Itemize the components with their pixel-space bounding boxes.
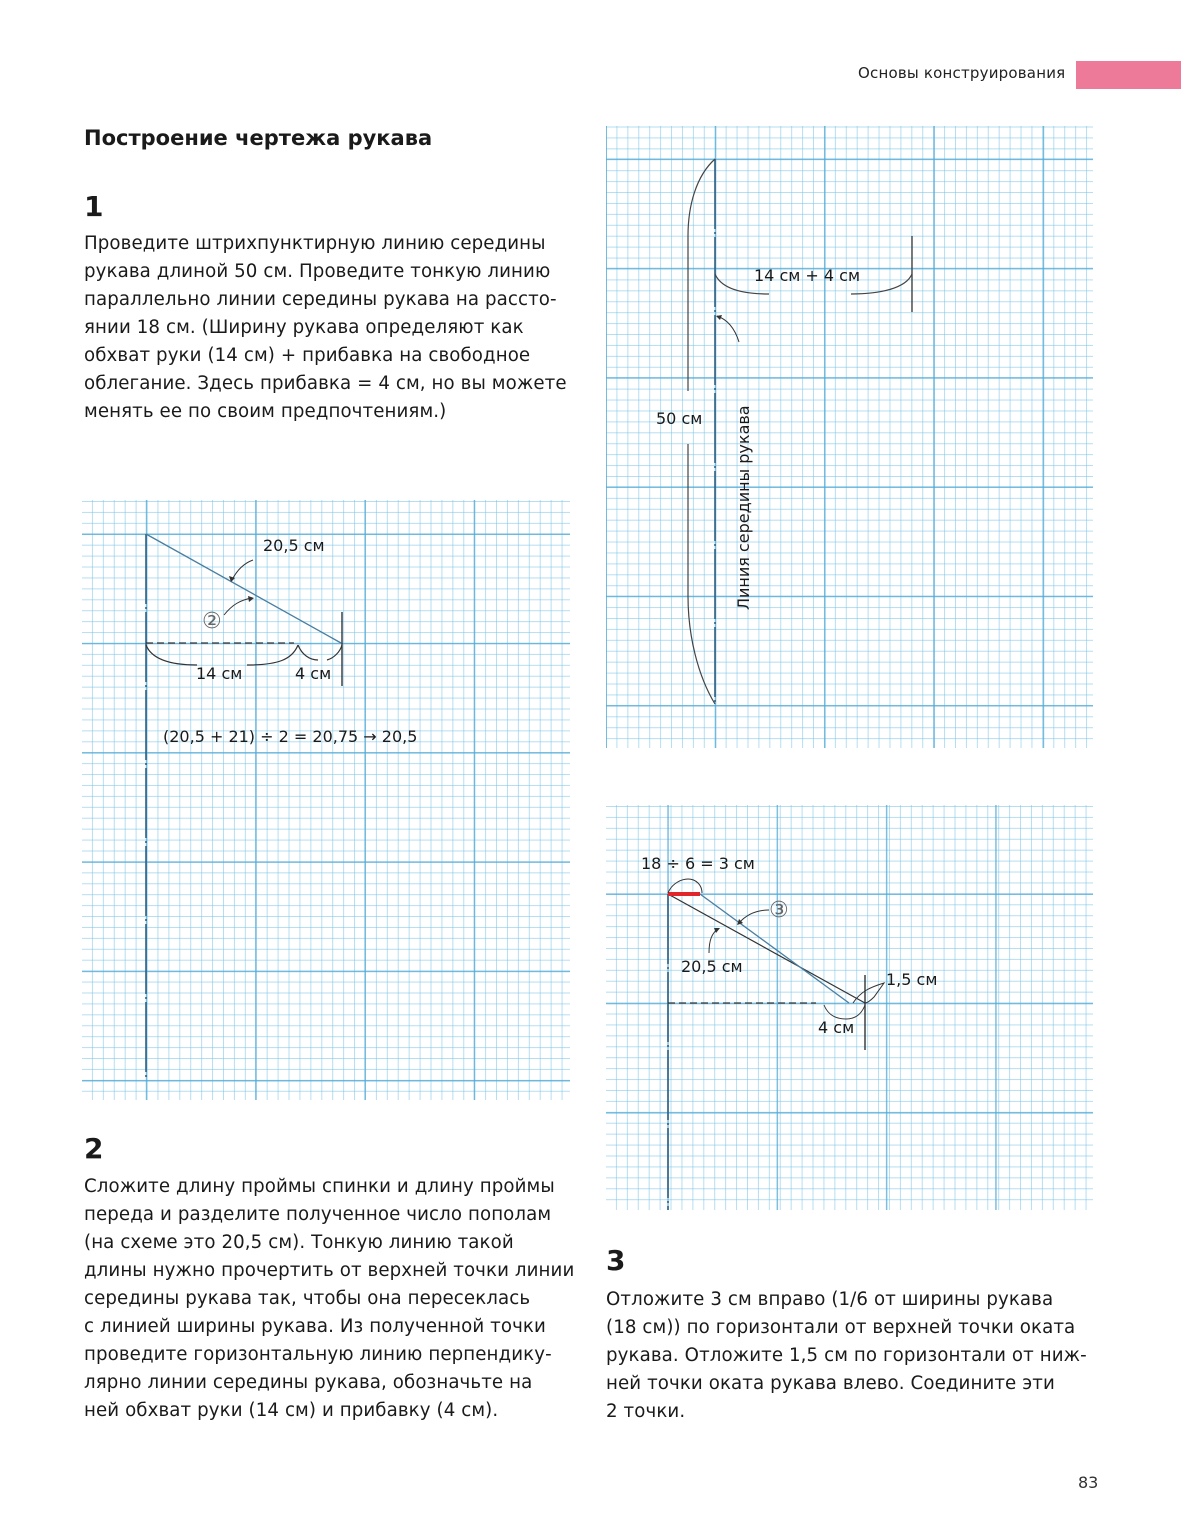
step-3-drawing bbox=[606, 805, 1093, 1210]
text-line: параллельно линии середины рукава на рассто- bbox=[84, 289, 557, 310]
step-3-text bbox=[606, 1286, 1087, 1426]
step-1-diagram bbox=[606, 126, 1093, 748]
center-line-label: Линия середины рукава bbox=[734, 405, 753, 610]
text-line: Проведите штрихпунктирную линию середины bbox=[84, 233, 546, 254]
section-title: Построение чертежа рукава bbox=[84, 126, 433, 150]
text-line: длины нужно прочертить от верхней точки линии bbox=[84, 1260, 575, 1281]
step-1-text bbox=[84, 230, 567, 426]
text-line: лярно линии середины рукава, обозначьте на bbox=[84, 1372, 533, 1393]
ease-label: 4 см bbox=[295, 664, 332, 683]
text-line: рукава длиной 50 см. Проведите тонкую линию bbox=[84, 261, 551, 282]
text-line: рукава. Отложите 1,5 см по горизонтали от ниж- bbox=[606, 1345, 1087, 1366]
step-2-number: 2 bbox=[84, 1132, 104, 1165]
offset-label: 1,5 см bbox=[886, 970, 938, 989]
width-label: 14 см + 4 см bbox=[754, 266, 861, 285]
step-2-drawing bbox=[82, 500, 570, 1100]
text-line: ней точки оката рукава влево. Соедините эти bbox=[606, 1373, 1055, 1394]
text-line: обхват руки (14 см) + прибавка на свободное bbox=[84, 345, 531, 366]
step-1-drawing bbox=[606, 126, 1093, 748]
text-line: 2 точки. bbox=[606, 1401, 686, 1422]
text-line: проведите горизонтальную линию перпендику- bbox=[84, 1344, 552, 1365]
text-line: облегание. Здесь прибавка = 4 см, но вы можете bbox=[84, 373, 567, 394]
page-number: 83 bbox=[1078, 1473, 1099, 1492]
text-line: менять ее по своим предпочтениям.) bbox=[84, 401, 447, 422]
step-3-diagram bbox=[606, 805, 1093, 1210]
step-3-ease-label: 4 см bbox=[818, 1018, 855, 1037]
text-line: янии 18 см. (Ширину рукава определяют как bbox=[84, 317, 524, 338]
step-3-formula: 18 ÷ 6 = 3 см bbox=[641, 854, 755, 873]
text-line: Отложите 3 см вправо (1/6 от ширины рукава bbox=[606, 1289, 1054, 1310]
step-2-diagram bbox=[82, 500, 570, 1100]
text-line: переда и разделите полученное число пополам bbox=[84, 1204, 552, 1225]
step-3-marker: ③ bbox=[769, 898, 789, 923]
text-line: ней обхват руки (14 см) и прибавку (4 см). bbox=[84, 1400, 499, 1421]
text-line: с линией ширины рукава. Из полученной точки bbox=[84, 1316, 546, 1337]
girth-label: 14 см bbox=[196, 664, 243, 683]
running-head: Основы конструирования bbox=[858, 64, 1066, 82]
step-2-text bbox=[84, 1173, 574, 1425]
text-line: Сложите длину проймы спинки и длину проймы bbox=[84, 1176, 555, 1197]
step-3-diagonal-label: 20,5 см bbox=[681, 957, 743, 976]
text-line: (на схеме это 20,5 см). Тонкую линию такой bbox=[84, 1232, 514, 1253]
length-label: 50 см bbox=[656, 409, 703, 428]
text-line: середины рукава так, чтобы она пересеклась bbox=[84, 1288, 531, 1309]
chapter-color-tab bbox=[1076, 61, 1181, 89]
step-1-number: 1 bbox=[84, 190, 104, 223]
diagonal-label: 20,5 см bbox=[263, 536, 325, 555]
step-3-number: 3 bbox=[606, 1244, 626, 1277]
step-2-marker: ② bbox=[202, 609, 222, 634]
text-line: (18 см)) по горизонтали от верхней точки оката bbox=[606, 1317, 1076, 1338]
formula: (20,5 + 21) ÷ 2 = 20,75 → 20,5 bbox=[163, 727, 418, 746]
